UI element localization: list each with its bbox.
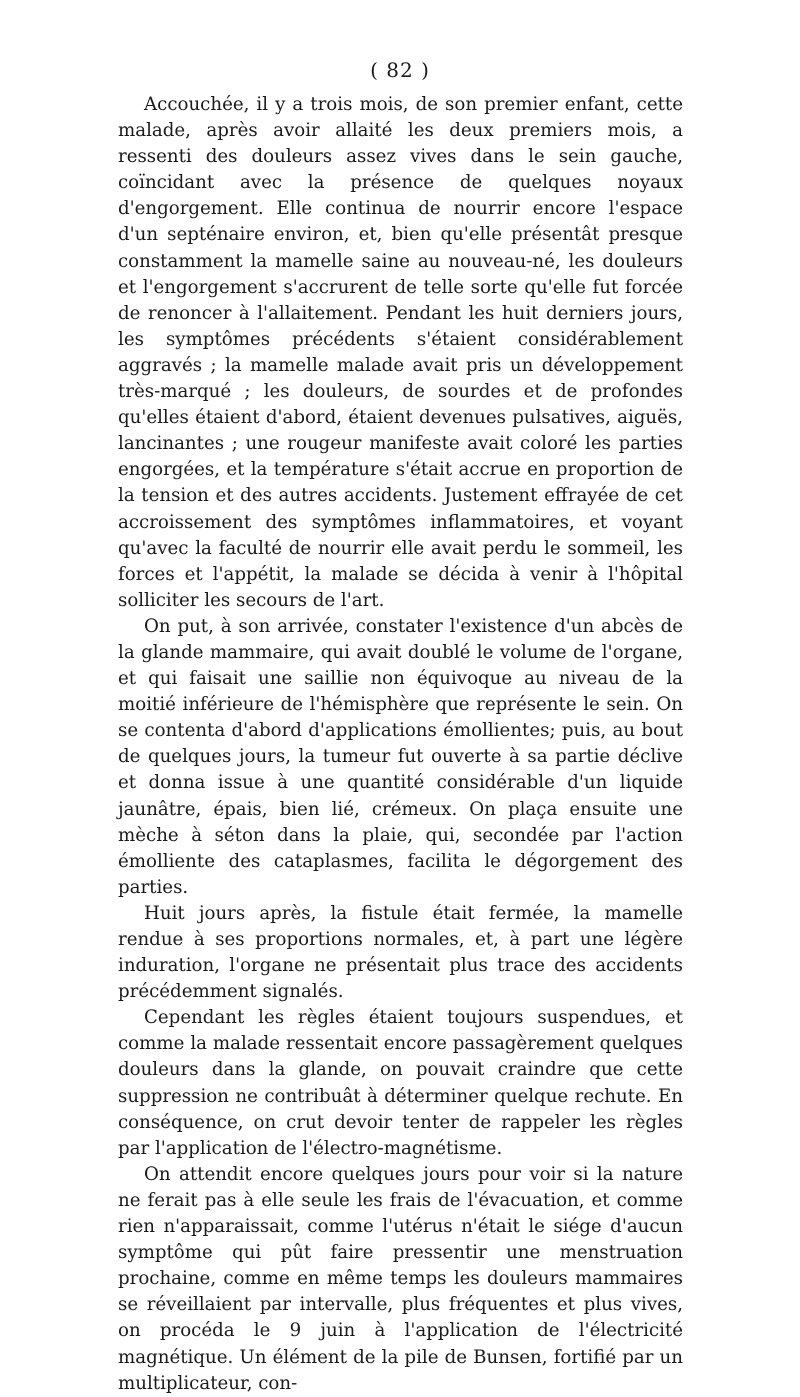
paragraph-case-history: Accouchée, il y a trois mois, de son premier enfant, cette malade, après avoir allaité les deux premiers mois, a ressenti des douleurs assez vives dans le sein gauche, coïncidant avec la présence de quelques noyaux d'engorgement. Elle continua de nourrir encore l'espace d'un septénaire environ, et, bien qu'elle présentât presque constamment la mamelle saine au nouveau-né, les douleurs et l'engorgement s'accrurent de telle sorte qu'elle fut forcée de renoncer à l'allaitement. Pendant les huit derniers jours, les symptômes précédents s'étaient considérablement aggravés ; la mamelle malade avait pris un développement très-marqué ; les douleurs, de sourdes et de profondes qu'elles étaient d'abord, étaient devenues pulsatives, aiguës, lancinantes ; une rougeur manifeste avait coloré les parties engorgées, et la température s'était accrue en proportion de la tension et des autres accidents. Justement effrayée de cet accroissement des symptômes inflammatoires, et voyant qu'avec la faculté de nourrir elle avait perdu le sommeil, les forces et l'appétit, la malade se décida à venir à l'hôpital solliciter les secours de l'art. xyxy=(118,94,683,611)
body-text xyxy=(118,92,683,1397)
paragraph-menses: Cependant les règles étaient toujours suspendues, et comme la malade ressentait encore passagèrement quelques douleurs dans la glande, on pouvait craindre que cette suppression ne contribuât à déterminer quelque rechute. En conséquence, on crut devoir tenter de rappeler les règles par l'application de l'électro-magnétisme. xyxy=(118,1007,683,1159)
page-number: ( 82 ) xyxy=(370,58,430,82)
paragraph-abscess: On put, à son arrivée, constater l'existence d'un abcès de la glande mammaire, qui avait doublé le volume de l'organe, et qui faisait une saillie non équivoque au niveau de la moitié inférieure de l'hémisphère que représente le sein. On se contenta d'abord d'applications émollientes; puis, au bout de quelques jours, la tumeur fut ouverte à sa partie déclive et donna issue à une quantité considérable d'un liquide jaunâtre, épais, bien lié, crémeux. On plaça ensuite une mèche à séton dans la plaie, qui, secondée par l'action émolliente des cataplasmes, facilita le dégorgement des parties. xyxy=(118,615,683,898)
paragraph-fistula: Huit jours après, la fistule était fermée, la mamelle rendue à ses proportions normales, et, à part une légère induration, l'organe ne présentait plus trace des accidents précédemment signalés. xyxy=(118,902,683,1003)
paragraph-treatment: On attendit encore quelques jours pour voir si la nature ne ferait pas à elle seule les frais de l'évacuation, et comme rien n'apparaissait, comme l'utérus n'était le siége d'aucun symptôme qui pût faire pressentir une menstruation prochaine, comme en même temps les douleurs mammaires se réveillaient par intervalle, plus fréquentes et plus vives, on procéda le 9 juin à l'application de l'électricité magnétique. Un élément de la pile de Bunsen, fortifié par un multiplicateur, con- xyxy=(118,1163,683,1394)
